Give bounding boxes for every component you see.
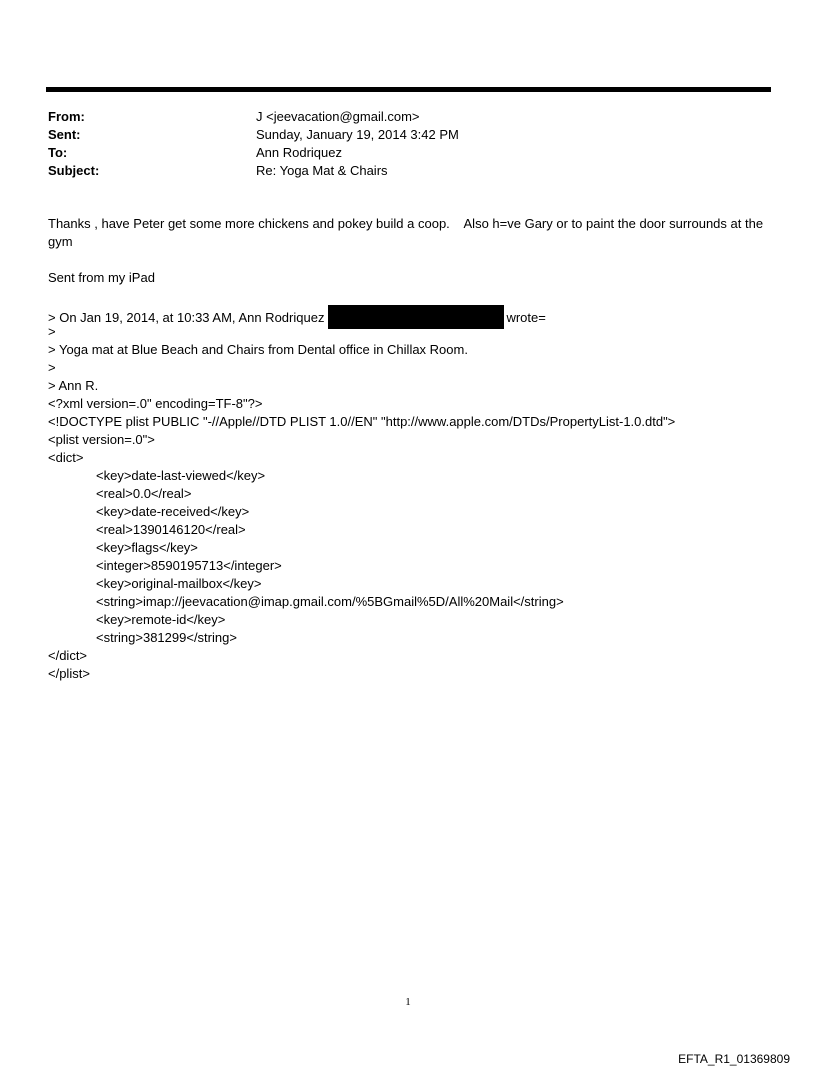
plist-doctype: <!DOCTYPE plist PUBLIC "-//Apple//DTD PLIST 1.0//EN" "http://www.apple.com/DTDs/PropertyList-1.0.dtd"> [48,414,676,429]
plist-entry: <key>flags</key> [96,540,198,555]
from-label: From: [48,109,85,124]
quoted-message [48,305,768,683]
subject-row [48,162,459,180]
plist-entry: <real>1390146120</real> [96,522,246,537]
plist-entry: <key>date-last-viewed</key> [96,468,266,483]
signature [48,269,768,287]
to-label: To: [48,145,68,160]
plist-entry: <string>381299</string> [96,630,237,645]
subject-value: Re: Yoga Mat & Chairs [256,163,388,178]
plist-entry: <key>date-received</key> [96,504,250,519]
to-value: Ann Rodriquez [256,145,342,160]
sent-label: Sent: [48,127,81,142]
sent-row [48,126,459,144]
plist-entry: <key>original-mailbox</key> [96,576,262,591]
sent-value: Sunday, January 19, 2014 3:42 PM [256,127,459,142]
subject-label: Subject: [48,163,100,178]
plist-entry: <key>remote-id</key> [96,612,226,627]
to-row [48,144,459,162]
plist-entry: <string>imap://jeevacation@imap.gmail.com/%5BGmail%5D/All%20Mail</string> [96,594,564,609]
quote-intro-before: > On Jan 19, 2014, at 10:33 AM, Ann Rodriquez [48,310,325,325]
quote-intro-after: wrote= [506,310,546,325]
plist-open: <plist version=.0"> [48,432,155,447]
quote-gt-1: > [48,324,56,339]
redaction-block [328,305,504,329]
message-body [48,215,768,251]
plist-xml-decl: <?xml version=.0" encoding=TF-8"?> [48,396,263,411]
quote-intro [48,305,768,323]
header-rule [46,87,771,92]
dict-open: <dict> [48,450,84,465]
from-row [48,108,459,126]
from-value: J <jeevacation@gmail.com> [256,109,420,124]
page-number: 1 [405,996,411,1008]
plist-entry: <real>0.0</real> [96,486,192,501]
plist-entry: <integer>8590195713</integer> [96,558,282,573]
quote-gt-2: > [48,360,56,375]
quote-line-3: > Ann R. [48,378,99,393]
dict-close: </dict> [48,648,88,663]
bates-number: EFTA_R1_01369809 [678,1052,790,1066]
signature-text: Sent from my iPad [48,270,155,285]
email-header [48,108,459,180]
plist-close: </plist> [48,666,90,681]
message-text: Thanks , have Peter get some more chickens and pokey build a coop. Also h=ve Gary or to paint the door surrounds at the gym [48,216,767,249]
quote-line-2: > Yoga mat at Blue Beach and Chairs from Dental office in Chillax Room. [48,342,468,357]
